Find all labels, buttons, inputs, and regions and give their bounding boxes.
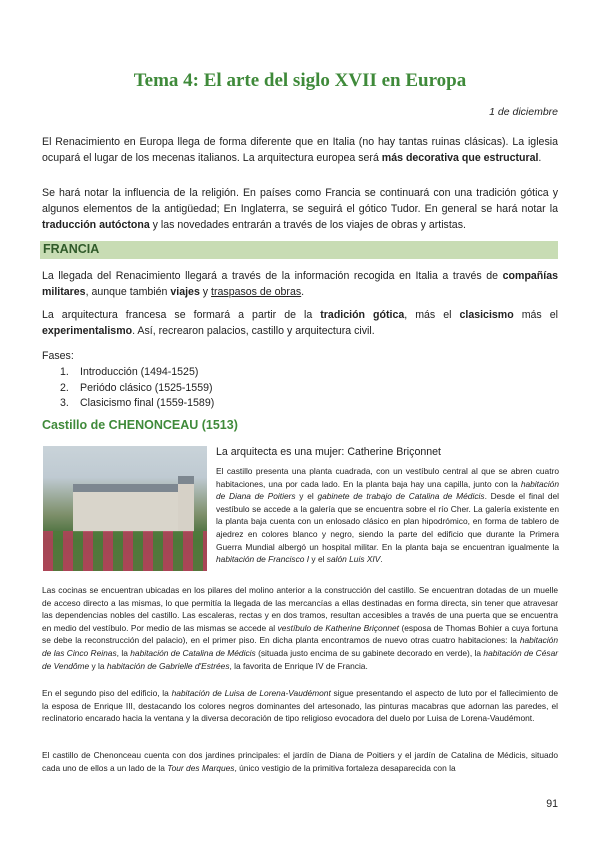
intro-paragraph-2: Se hará notar la influencia de la religión. En países como Francia se continuará con una tradición gótica y algunos elementos de la antigüedad; En Inglaterra, se seguirá el gótico Tudor. En general se hará notar la traducción autóctona y las novedades entrarán a través de los viajes de obras y artistas. <box>42 187 558 231</box>
phases-label: Fases: <box>42 350 74 362</box>
page-title: Tema 4: El arte del siglo XVII en Europa <box>133 70 467 91</box>
date: 1 de diciembre <box>489 106 558 118</box>
francia-paragraph-1: La llegada del Renacimiento llegará a través de la información recogida en Italia a través de compañías militares, aunque también viajes y traspasos de obras. <box>42 270 558 298</box>
list-item: 3. Clasicismo final (1559-1589) <box>60 397 215 409</box>
photo-caption: La arquitecta es una mujer: Catherine Briçonnet <box>216 446 441 458</box>
page-number: 91 <box>546 798 558 810</box>
body-paragraph-second-floor: En el segundo piso del edificio, la habitación de Luisa de Lorena-Vaudémont sigue presentando el aspecto de luto por el fallecimiento de la esposa de Enrique III, destacando los colores negros dominantes del artesonado, las pinturas macabras que adornan las paredes, el reclinatorio encarado hacia la ventana y la diversa decoración de tipo religioso evocadora del duelo por Luisa de Lorena-Vaudémont. <box>42 688 558 724</box>
tower-shape <box>178 476 194 532</box>
francia-paragraph-2: La arquitectura francesa se formará a partir de la tradición gótica, más el clasicismo más el experimentalismo. Así, recrearon palacios, castillo y arquitectura civil. <box>42 309 558 337</box>
garden-shape <box>43 531 207 571</box>
side-paragraph: El castillo presenta una planta cuadrada, con un vestíbulo central al que se abren cuatro habitaciones, una por cada lado. En la planta baja hay una capilla, junto con la habitación de Diana de Poitiers y el gabinete de trabajo de Catalina de Médicis. Desde el final del vestíbulo se accede a la galería que se encuentra sobre el río Cher. La galería existente en la planta baja cuenta con un enlosado clásico en plan hipodrómico, en forma de tablero de ajedrez en colores blanco y negro, siendo la parte del edificio que durante la Primera Guerra Mundial albergó un hospital militar. En la planta baja se encuentran igualmente la habitación de Francisco I y el salón Luis XIV. <box>216 466 560 565</box>
intro-paragraph-1: El Renacimiento en Europa llega de forma diferente que en Italia (no hay tantas ruinas clásicas). La iglesia ocupará el lugar de los mecenas italianos. La arquitectura europea será más decorativa que estructural. <box>42 136 558 164</box>
body-paragraph-kitchens: Las cocinas se encuentran ubicadas en los pilares del molino anterior a la construcción del castillo. Se encuentran dotadas de un muelle de acceso directo a las mismas, lo que permitía la llegada de las mercancías a ellas destinadas en forma directa, sin tener que atravesar las dependencias nobles del castillo. Las escaleras, rectas y en dos tramos, resultan accesibles a través de una puerta que se encuentra en medio del vestíbulo. Por medio de las mismas se accede al vestíbulo de Katherine Briçonnet (esposa de Thomas Bohier a cuya fortuna se debe la reconstrucción del palacio), en el primer piso. En dicha planta encontramos de nuevo otras cuatro habitaciones: la habitación de las Cinco Reinas, la habitación de Catalina de Médicis (situada justo encima de su gabinete decorado en verde), la habitación de César de Vendôme y la habitación de Gabrielle d'Estrées, la favorita de Enrique IV de Francia. <box>42 585 559 671</box>
subheading-chenonceau: Castillo de CHENONCEAU (1513) <box>42 418 238 432</box>
section-heading-francia: FRANCIA <box>40 241 558 259</box>
body-paragraph-gardens: El castillo de Chenonceau cuenta con dos jardines principales: el jardín de Diana de Poitiers y el jardín de Catalina de Médicis, situado cada uno de ellos a un lado de la Tour des Marques, único vestigio de la primitiva fortaleza desaparecida con la <box>42 750 558 773</box>
list-item: 1. Introducción (1494-1525) <box>60 366 199 378</box>
list-item: 2. Periódo clásico (1525-1559) <box>60 381 213 394</box>
castle-photo <box>43 446 207 571</box>
castle-shape <box>73 484 178 532</box>
phases-list <box>60 365 214 412</box>
